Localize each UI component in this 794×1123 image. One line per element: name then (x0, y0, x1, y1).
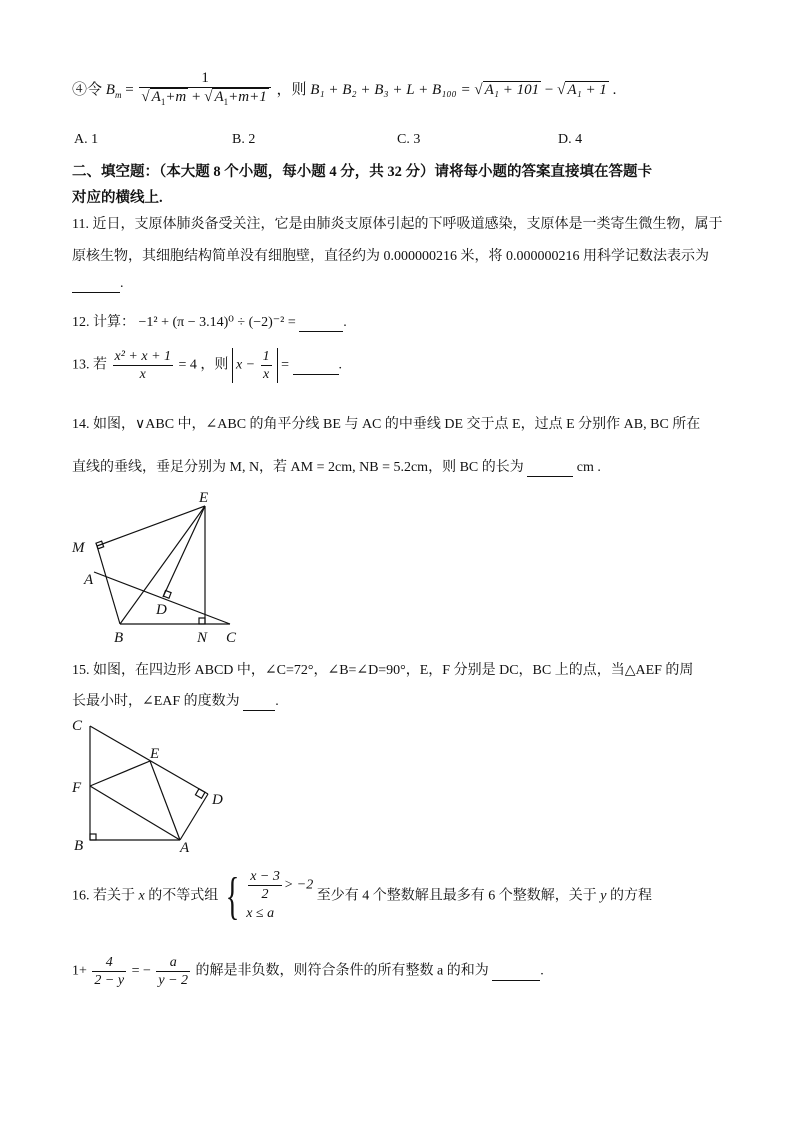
q15-line1: 15. 如图，在四边形 ABCD 中，∠C=72°，∠B=∠D=90°，E，F 分别是 DC，BC 上的点，当△AEF 的周 (72, 663, 694, 678)
q14-label-d: D (156, 602, 167, 618)
q11-answer-blank[interactable] (72, 276, 120, 293)
q13-answer-blank[interactable] (293, 358, 339, 375)
item4-bm: $B_m$ (105, 81, 122, 100)
section-title-line1: 二、填空题：（本大题 8 个小题，每小题 4 分，共 32 分）请将每小题的答案直接填在答题卡 (72, 164, 652, 180)
item4-rhs-a: A₁ + 101 (484, 81, 540, 98)
q14-label-b: B (114, 630, 124, 646)
item4-then: ，则 (276, 81, 307, 98)
q15-figure (62, 714, 242, 856)
q13-absolute: x − $\frac{1}{x}$ (232, 348, 278, 383)
item4-rhs-b: A₁ + 1 (567, 81, 607, 98)
q15-label-e: E (150, 746, 160, 762)
q11-line1: 11. 近日，支原体肺炎备受关注，它是由肺炎支原体引起的下呼吸道感染，支原体是一类寄生微生物，属于 (72, 217, 723, 232)
option-c: C. 3 (397, 132, 421, 147)
q12-answer-blank[interactable] (299, 315, 343, 332)
q11-line3: . (72, 276, 124, 293)
q14-label-e: E (199, 490, 209, 506)
q12-line: 12. 计算： −1² + (π − 3.14)⁰ ÷ (−2)⁻² = . (72, 315, 347, 330)
q13-line: 13. 若 $\frac{\text{x² + x + 1}}{x}$ = 4 ，则 x − $\frac{1}{x}$ = . (72, 349, 343, 382)
q15-label-b: B (74, 838, 84, 854)
q11-line2: 原核生物，其细胞结构简单没有细胞壁，直径约为 0.000000216 米，将 0.000000216 用科学记数法表示为 (72, 249, 709, 264)
q13-fraction: $\frac{\text{x² + x + 1}}{x}$ (114, 349, 172, 382)
q14-label-n: N (197, 630, 208, 646)
q14-line2: 直线的垂线，垂足分别为 M, N，若 AM = 2cm, NB = 5.2cm，则 BC 的长为 cm . (72, 460, 601, 475)
q16-line1: 16. 若关于 x 的不等式组 { $\frac{x - 3}{2}$ > −2 x ≤ a 至少有 4 个整数解且最多有 6 个整数解，关于 y 的方程 (72, 867, 652, 925)
q15-line2: 长最小时，∠EAF 的度数为 . (72, 694, 279, 709)
q15-label-f: F (72, 780, 82, 796)
section-title-line2: 对应的横线上. (72, 190, 163, 206)
q15-answer-blank[interactable] (243, 694, 275, 711)
option-d: D. 4 (558, 132, 583, 147)
item4-marker: ④令 (72, 81, 103, 98)
q16-line2: 1+ $\frac{4}{2 - y}$ = − $\frac{a}{y - 2}$ 的解是非负数，则符合条件的所有整数 a 的和为 . (72, 955, 544, 988)
item4-line: ④令 $B_m$ = $\frac{1}{√ A_1+m + √ A_1+m+1}$ ，则 B₁ + B₂ + B₃ + L + B₁₀₀ = √ A₁ + 101 − √ A₁ + 1 . (72, 70, 616, 111)
option-b: B. 2 (232, 132, 256, 147)
q15-label-a: A (180, 840, 190, 856)
q16-answer-blank[interactable] (492, 964, 540, 981)
q15-label-d: D (212, 792, 223, 808)
q14-answer-blank[interactable] (527, 460, 573, 477)
q14-label-m: M (72, 540, 85, 556)
q14-label-a: A (84, 572, 94, 588)
q15-label-c: C (72, 718, 83, 734)
q12-expression: −1² + (π − 3.14)⁰ ÷ (−2)⁻² = (138, 315, 296, 330)
q14-line1: 14. 如图，∨ABC 中，∠ABC 的角平分线 BE 与 AC 的中垂线 DE 交于点 E，过点 E 分别作 AB, BC 所在 (72, 417, 701, 432)
q14-label-c: C (226, 630, 237, 646)
item4-sum: B₁ + B₂ + B₃ + L + B₁₀₀ = (310, 81, 471, 98)
q16-system: $\frac{x - 3}{2}$ > −2 x ≤ a (246, 869, 314, 921)
q16-brace: { (225, 867, 240, 925)
q14-figure (60, 484, 260, 646)
item4-fraction: $\frac{1}{√ A_1+m + √ A_1+m+1}$ (139, 70, 270, 111)
option-a: A. 1 (74, 132, 99, 147)
